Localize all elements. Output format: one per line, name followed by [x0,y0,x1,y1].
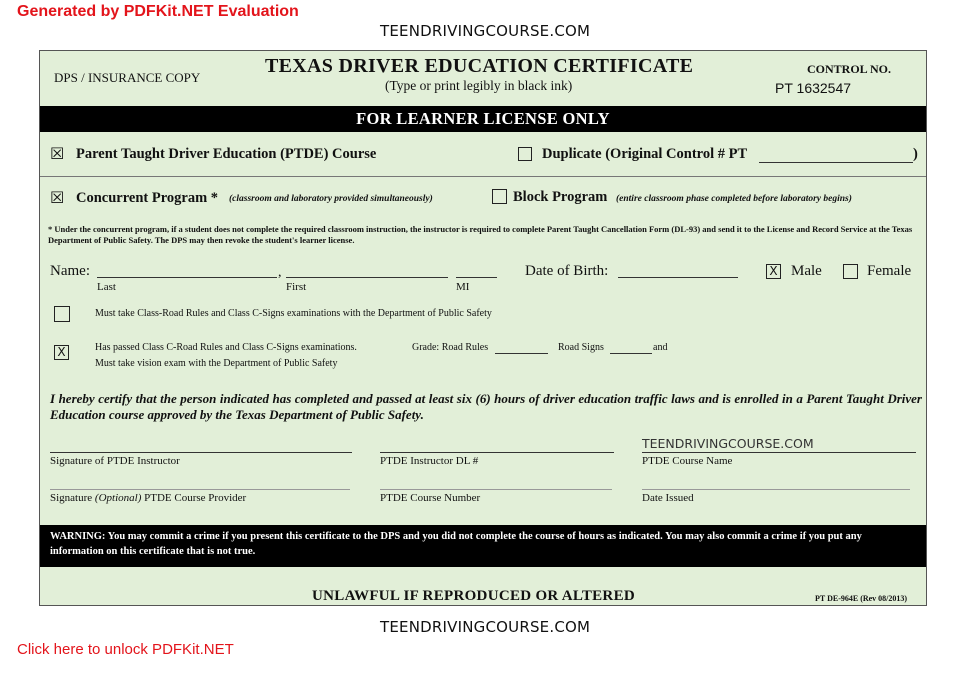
course-number-label: PTDE Course Number [380,492,481,504]
course-name-value: TEENDRIVINGCOURSE.COM [642,436,814,451]
instructor-signature-field[interactable] [50,452,352,453]
passed-checkbox[interactable]: X [54,345,69,360]
duplicate-close-paren: ) [913,146,918,162]
date-issued-label: Date Issued [642,492,694,504]
instructor-dl-field[interactable] [380,452,614,453]
copy-label: DPS / INSURANCE COPY [54,70,201,85]
middle-initial-field[interactable] [456,277,497,278]
duplicate-checkbox[interactable] [518,147,532,161]
name-label: Name: [50,263,90,279]
concurrent-checkbox[interactable]: ☒ [50,188,65,207]
block-program-note: (entire classroom phase completed before laboratory begins) [616,194,852,204]
concurrent-program-note: (classroom and laboratory provided simultaneously) [229,194,433,204]
site-footer-text: TEENDRIVINGCOURSE.COM [380,618,591,636]
first-name-field[interactable] [286,277,448,278]
male-checkbox[interactable]: X [766,264,781,279]
last-name-caption: Last [97,281,116,293]
evaluation-banner: Generated by PDFKit.NET Evaluation [17,3,299,20]
vision-exam-text: Must take vision exam with the Department of Public Safety [95,358,338,369]
and-label: and [653,342,668,353]
certificate-title: TEXAS DRIVER EDUCATION CERTIFICATE [265,55,694,77]
duplicate-label: Duplicate (Original Control # PT [542,146,748,162]
control-number-value: PT 1632547 [775,80,852,96]
form-number: PT DE-964E (Rev 08/2013) [815,594,908,603]
road-signs-grade-field[interactable] [610,353,652,354]
instructor-dl-label: PTDE Instructor DL # [380,455,479,467]
provider-signature-prefix: Signature [50,492,93,504]
road-signs-label: Road Signs [558,342,604,353]
must-take-text: Must take Class-Road Rules and Class C-Signs examinations with the Department of Public Safety [95,308,492,319]
unlock-link[interactable]: Click here to unlock PDFKit.NET [17,641,234,658]
unlawful-notice: UNLAWFUL IF REPRODUCED OR ALTERED [312,588,636,604]
must-take-checkbox[interactable] [54,306,70,322]
grade-road-rules-label: Grade: Road Rules [412,342,489,353]
passed-exams-text: Has passed Class C-Road Rules and Class C-Signs examinations. [95,342,357,353]
female-checkbox[interactable] [843,264,858,279]
concurrent-footnote: * Under the concurrent program, if a student does not complete the required classroom instruction, the instructor is required to complete Parent Taught Cancellation Form (DL-93) and send it to the License and Record Service at the Texas Department of Public Safety. The DPS may then revoke the student's learner license. [48,224,913,245]
first-name-caption: First [286,281,307,293]
block-program-label: Block Program [513,189,608,205]
road-rules-grade-field[interactable] [495,353,548,354]
provider-signature-suffix: PTDE Course Provider [144,492,247,504]
date-of-birth-label: Date of Birth: [525,263,609,279]
certificate-form [39,50,927,606]
female-label: Female [867,263,912,279]
course-number-field[interactable] [380,489,612,490]
provider-signature-field[interactable] [50,489,350,490]
warning-bar [40,525,926,567]
duplicate-control-line[interactable] [759,162,913,163]
provider-signature-optional: (Optional) [94,492,142,504]
middle-initial-caption: MI [456,281,470,293]
control-number-label: CONTROL NO. [807,62,892,76]
ptde-checkbox[interactable]: ☒ [50,144,65,163]
date-issued-field[interactable] [642,489,910,490]
certification-statement: I hereby certify that the person indicated has completed and passed at least six (6) hours of driver education traffic laws and is enrolled in a Parent Taught Driver Education course approved by the Texas Department of Public Safety. [50,391,922,422]
site-header-text: TEENDRIVINGCOURSE.COM [380,22,591,40]
concurrent-program-label: Concurrent Program * [76,190,219,206]
instructor-signature-label: Signature of PTDE Instructor [50,455,180,467]
learner-license-bar [40,106,926,132]
certificate-subtitle: (Type or print legibly in black ink) [385,78,573,93]
warning-text: WARNING: You may commit a crime if you present this certificate to the DPS and you did not complete the course of hours as indicated. You may also commit a crime if you put any information on this certificate that is not true. [50,531,862,557]
last-name-field[interactable] [97,277,277,278]
name-comma: , [278,265,282,280]
block-program-checkbox[interactable] [492,189,507,204]
course-name-label: PTDE Course Name [642,455,733,467]
provider-signature-label [50,492,246,504]
date-of-birth-field[interactable] [618,277,738,278]
learner-license-text: FOR LEARNER LICENSE ONLY [356,109,610,128]
male-label: Male [791,263,822,279]
course-name-field[interactable] [642,452,916,453]
ptde-course-label: Parent Taught Driver Education (PTDE) Course [76,146,377,162]
section-divider [40,176,926,177]
